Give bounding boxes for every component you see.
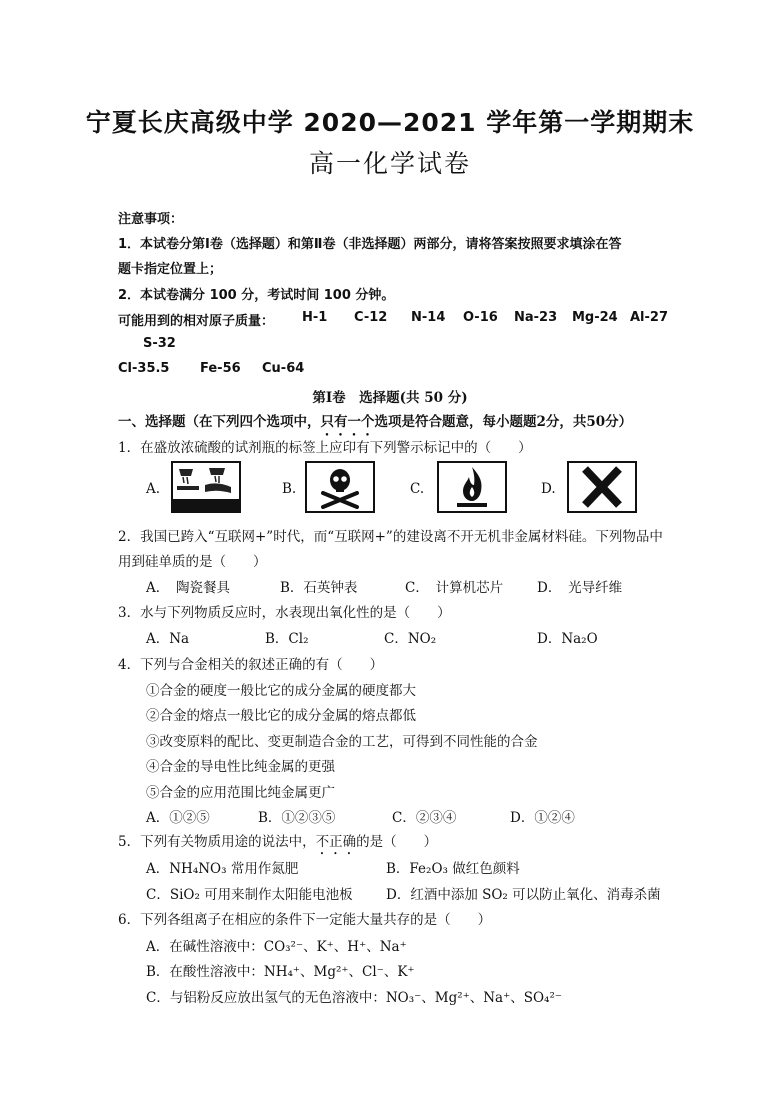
note-line-1a: 1．本试卷分第Ⅰ卷（选择题）和第Ⅱ卷（非选择题）两部分，请将答案按照要求填涂在答: [118, 237, 622, 252]
atomic-mass-mg: Mg-24: [572, 310, 618, 325]
q3-stem: 3．水与下列物质反应时，水表现出氧化性的是（ ）: [118, 605, 451, 621]
q4-option-c: C．②③④: [392, 810, 457, 826]
q3-option-d: D．Na₂O: [537, 631, 598, 647]
atomic-mass-o: O-16: [463, 310, 498, 325]
note-line-2: 2．本试卷满分 100 分，考试时间 100 分钟。: [118, 288, 395, 303]
q2-option-b: B．石英钟表: [280, 580, 358, 596]
q4-stem: 4．下列与合金相关的叙述正确的有（ ）: [118, 657, 384, 673]
emphasis-only-one: 只有一个: [320, 414, 375, 430]
q2-stem-b: 用到硅单质的是（ ）: [118, 554, 267, 570]
q1-label-d: D.: [541, 481, 556, 497]
q5-option-a: A．NH₄NO₃ 常用作氮肥: [146, 861, 299, 877]
atomic-mass-na: Na-23: [514, 310, 558, 325]
atomic-mass-cu: Cu-64: [262, 361, 305, 376]
q2-option-c: C． 计算机芯片: [405, 580, 504, 596]
q5-option-c: C．SiO₂ 可用来制作太阳能电池板: [146, 887, 353, 903]
q4-item-5: ⑤合金的应用范围比纯金属更广: [146, 785, 335, 801]
atomic-mass-fe: Fe-56: [200, 361, 241, 376]
q6-stem: 6．下列各组离子在相应的条件下一定能大量共存的是（ ）: [118, 912, 492, 928]
atomic-mass-cl: Cl-35.5: [118, 361, 170, 376]
emphasis-incorrect: 不正确: [315, 834, 357, 850]
q4-item-2: ②合金的熔点一般比它的成分金属的熔点都低: [146, 708, 416, 724]
exam-subtitle: 高一化学试卷: [308, 149, 471, 178]
q3-option-a: A．Na: [146, 631, 190, 647]
atomic-mass-n: N-14: [411, 310, 446, 325]
harmful-cross-icon: [567, 461, 637, 513]
corrosive-icon: [171, 461, 241, 513]
q6-option-a: A．在碱性溶液中：CO₃²⁻、K⁺、H⁺、Na⁺: [146, 939, 407, 955]
flame-icon: [437, 461, 507, 513]
q5-option-d: D．红酒中添加 SO₂ 可以防止氧化、消毒杀菌: [386, 887, 661, 903]
q4-item-1: ①合金的硬度一般比它的成分金属的硬度都大: [146, 683, 416, 699]
q6-option-b: B．在酸性溶液中：NH₄⁺、Mg²⁺、Cl⁻、K⁺: [146, 964, 415, 980]
q1-stem: 1．在盛放浓硫酸的试剂瓶的标签上应印有下列警示标记中的（ ）: [118, 440, 532, 456]
q4-option-b: B．①②③⑤: [258, 810, 336, 826]
q1-label-c: C.: [410, 481, 425, 497]
atomic-mass-al: Al-27: [630, 310, 669, 325]
atomic-mass-h: H-1: [302, 310, 328, 325]
notes-heading: 注意事项：: [118, 212, 184, 227]
atomic-mass-s: S-32: [143, 336, 176, 351]
q6-option-c: C．与铝粉反应放出氢气的无色溶液中：NO₃⁻、Mg²⁺、Na⁺、SO₄²⁻: [146, 990, 563, 1006]
q5-stem: 5．下列有关物质用途的说法中，不正确的是（ ）: [118, 834, 438, 850]
q4-option-a: A．①②⑤: [146, 810, 210, 826]
atomic-mass-c: C-12: [354, 310, 388, 325]
q2-option-a: A． 陶瓷餐具: [146, 580, 230, 596]
q3-option-b: B．Cl₂: [265, 631, 309, 647]
atomic-mass-label: 可能用到的相对原子质量：: [118, 314, 275, 329]
q4-option-d: D．①②④: [510, 810, 575, 826]
q1-label-a: A.: [146, 481, 161, 497]
q1-label-b: B.: [282, 481, 297, 497]
section-instruction: 一、选择题（在下列四个选项中，只有一个选项是符合题意，每小题题2分，共50分）: [118, 414, 633, 430]
section-title: 第Ⅰ卷 选择题(共 50 分): [312, 390, 468, 406]
q4-item-3: ③改变原料的配比、变更制造合金的工艺，可得到不同性能的合金: [146, 734, 538, 750]
note-line-1b: 题卡指定位置上；: [118, 262, 223, 277]
q5-option-b: B．Fe₂O₃ 做红色颜料: [386, 861, 520, 877]
q2-stem-a: 2．我国已跨入“互联网+”时代，而“互联网+”的建设离不开无机非金属材料硅。下列物品中: [118, 529, 663, 545]
q3-option-c: C．NO₂: [384, 631, 437, 647]
q2-option-d: D． 光导纤维: [537, 580, 623, 596]
exam-title: 宁夏长庆高级中学 2020—2021 学年第一学期期末: [85, 108, 695, 137]
skull-icon: [305, 461, 375, 513]
q4-item-4: ④合金的导电性比纯金属的更强: [146, 759, 335, 775]
